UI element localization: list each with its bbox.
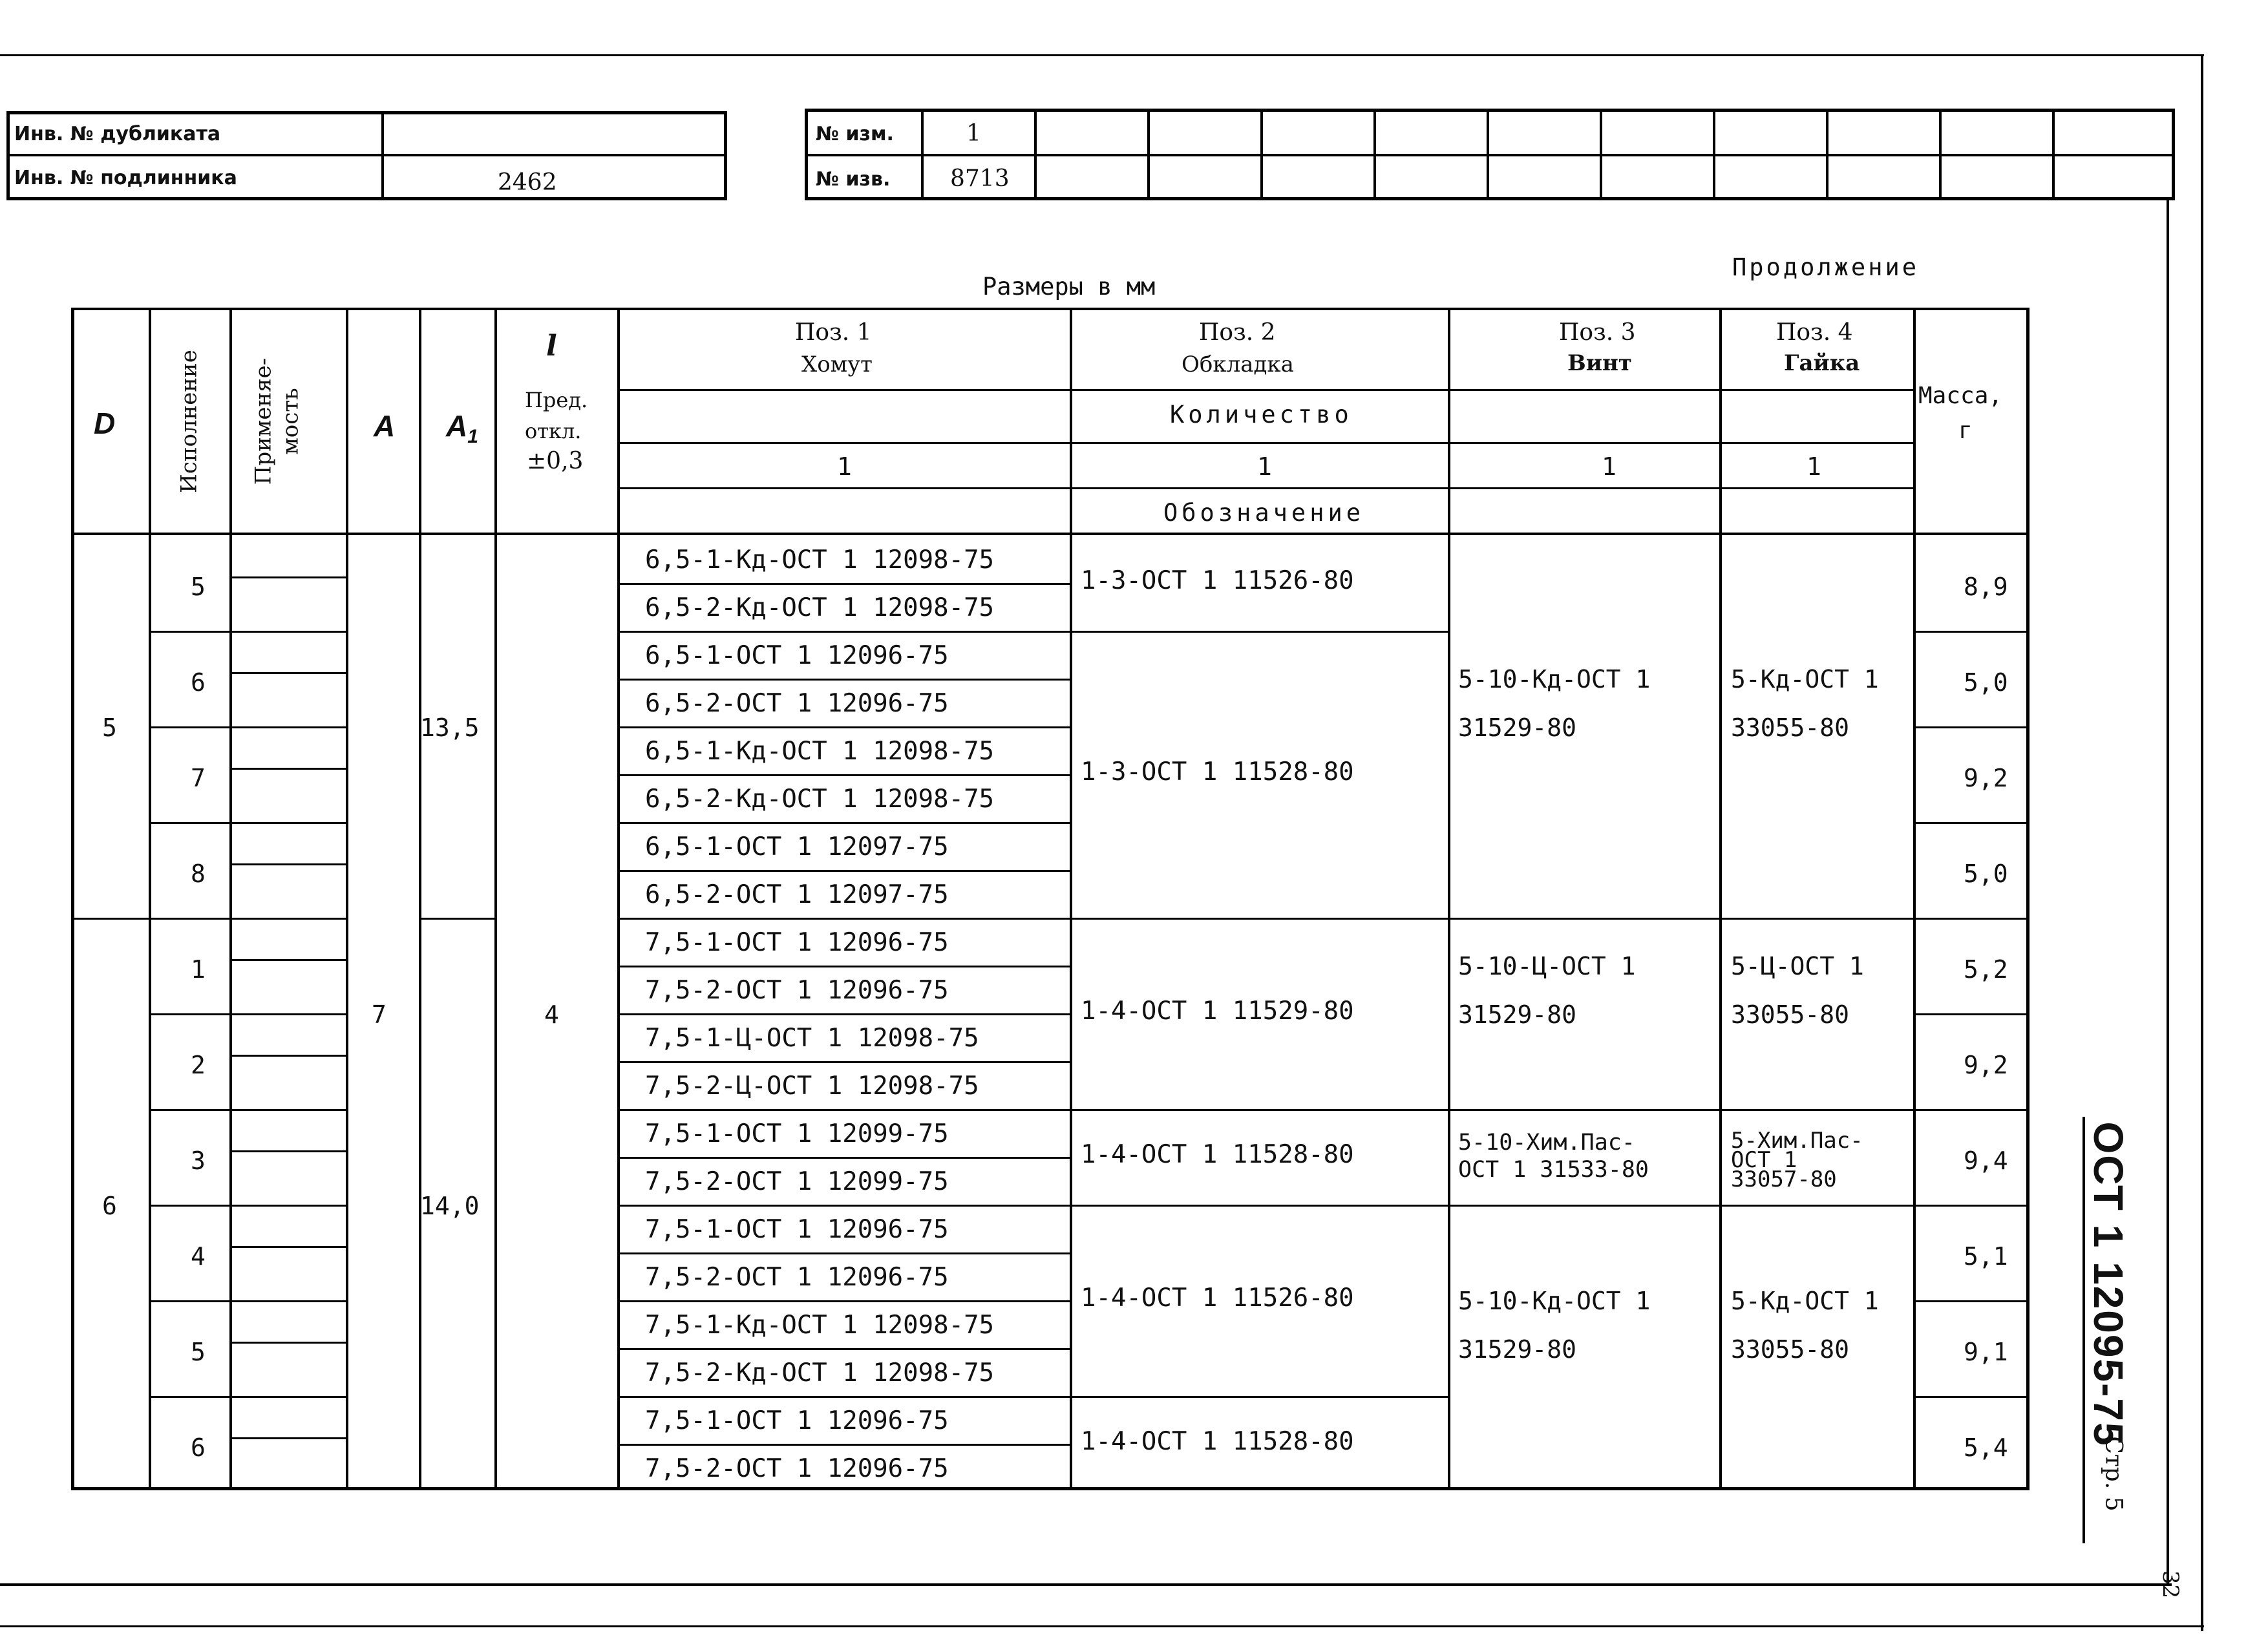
mass-row-line — [1913, 1205, 2030, 1207]
page-number: Стр. 5 — [2100, 1436, 2127, 1512]
nut-designation: ОСТ 1 — [1731, 1147, 1797, 1173]
clamp-designation: 6,5-1-ОСТ 1 12097-75 — [645, 832, 949, 861]
frame-top-line — [0, 54, 2204, 56]
clamp-row-line — [617, 1157, 1070, 1159]
stamp-changes-col-10 — [1939, 109, 1942, 200]
clamp-designation: 6,5-1-ОСТ 1 12096-75 — [645, 641, 949, 670]
mass-row-line — [1913, 1013, 2030, 1015]
col-line-pos4 — [1913, 308, 1916, 1490]
stamp-changes-col-4 — [1260, 109, 1263, 200]
col-line-pos3 — [1719, 308, 1722, 1490]
mass-value: 5,0 — [1964, 860, 2008, 888]
designation-label: Обозначение — [1163, 499, 1365, 527]
units-caption: Размеры в мм — [982, 273, 1156, 301]
clamp-designation: 7,5-1-ОСТ 1 12096-75 — [645, 1215, 949, 1244]
applicability-sub-line — [229, 768, 346, 770]
lining-row-line — [1070, 631, 1448, 633]
screw-designation: 5-10-Кд-ОСТ 1 — [1458, 1287, 1651, 1315]
lining-designation: 1-3-ОСТ 1 11526-80 — [1081, 566, 1354, 595]
A1-group-line-1 — [419, 918, 494, 920]
stamp-changes-col-6 — [1487, 109, 1489, 200]
stamp-changes-col-8 — [1713, 109, 1715, 200]
clamp-row-line — [617, 966, 1070, 967]
version-row-line — [149, 631, 346, 633]
version-number: 4 — [191, 1242, 206, 1271]
clamp-designation: 7,5-2-Кд-ОСТ 1 12098-75 — [645, 1358, 995, 1388]
nut-designation: 33055-80 — [1731, 1000, 1850, 1029]
standard-code: ОСТ 1 12095-75 — [2085, 1121, 2132, 1447]
screw-designation: ОСТ 1 31533-80 — [1458, 1157, 1649, 1183]
applicability-sub-line — [229, 959, 346, 961]
clamp-designation: 6,5-2-ОСТ 1 12097-75 — [645, 880, 949, 909]
col-A1-header — [446, 408, 478, 448]
A1-value: 13,5 — [420, 713, 480, 742]
original-value: 2462 — [498, 169, 557, 196]
standard-title-rule — [2083, 1117, 2085, 1543]
mass-row-line — [1913, 822, 2030, 824]
lining-row-line — [1070, 918, 1448, 920]
lining-row-line — [1070, 1109, 1448, 1111]
clamp-designation: 7,5-2-ОСТ 1 12096-75 — [645, 1454, 949, 1483]
lining-designation: 1-3-ОСТ 1 11528-80 — [1081, 757, 1354, 787]
duplicate-label: Инв. № дубликата — [14, 123, 221, 145]
clamp-row-line — [617, 870, 1070, 872]
pos2-header-line1: Поз. 2 — [1199, 319, 1276, 346]
clamp-row-line — [617, 1252, 1070, 1254]
col-line-A — [419, 308, 421, 1490]
nut-designation: 5-Ц-ОСТ 1 — [1731, 952, 1864, 980]
mass-value: 9,4 — [1964, 1146, 2008, 1175]
clamp-row-line — [617, 1109, 1070, 1111]
clamp-row-line — [617, 1205, 1070, 1207]
stamp-changes-col-3 — [1147, 109, 1150, 200]
stamp-inventory-col — [381, 111, 384, 200]
version-number: 3 — [191, 1146, 206, 1175]
clamp-row-line — [617, 583, 1070, 585]
applicability-sub-line — [229, 1437, 346, 1439]
stamp-changes-col-7 — [1600, 109, 1602, 200]
lining-designation: 1-4-ОСТ 1 11526-80 — [1081, 1284, 1354, 1313]
screw-designation: 5-10-Ц-ОСТ 1 — [1458, 952, 1636, 980]
clamp-designation: 6,5-2-ОСТ 1 12096-75 — [645, 689, 949, 718]
A1-value: 14,0 — [420, 1192, 480, 1220]
screw-designation: 31529-80 — [1458, 1000, 1577, 1029]
mass-row-line — [1913, 1300, 2030, 1302]
quantity-label: Количество — [1170, 401, 1353, 428]
screw-designation: 5-10-Кд-ОСТ 1 — [1458, 665, 1651, 693]
version-number: 8 — [191, 860, 206, 888]
col-l-tol-3: ±0,3 — [527, 448, 584, 474]
lining-row-line — [1070, 1396, 1448, 1398]
pos2-header-line2: Обкладка — [1182, 352, 1294, 377]
clamp-designation: 7,5-1-ОСТ 1 12099-75 — [645, 1119, 949, 1148]
version-row-line — [149, 1205, 346, 1207]
l-value: 4 — [544, 1000, 559, 1029]
clamp-row-line — [617, 1300, 1070, 1302]
mass-row-line — [1913, 631, 2030, 633]
clamp-row-line — [617, 1061, 1070, 1063]
version-row-line — [149, 1013, 346, 1015]
mass-row-line — [1913, 726, 2030, 728]
A-value: 7 — [372, 1000, 387, 1029]
clamp-row-line — [617, 822, 1070, 824]
clamp-designation: 7,5-2-ОСТ 1 12099-75 — [645, 1167, 949, 1196]
stamp-inventory-divider — [6, 154, 727, 156]
col-l-tol-2: откл. — [525, 419, 582, 443]
version-number: 5 — [191, 1338, 206, 1366]
applicability-sub-line — [229, 1055, 346, 1057]
version-number: 1 — [191, 955, 206, 984]
col-line-pos2 — [1448, 308, 1450, 1490]
screw-nut-row-line — [1448, 1205, 1913, 1207]
version-number: 6 — [191, 668, 206, 697]
lining-designation: 1-4-ОСТ 1 11528-80 — [1081, 1140, 1354, 1169]
mass-value: 5,2 — [1964, 955, 2008, 984]
qty-pos4: 1 — [1807, 452, 1821, 481]
standard-title-block — [2085, 1112, 2146, 1551]
version-number: 5 — [191, 573, 206, 601]
mass-row-line — [1913, 918, 2030, 920]
lining-designation: 1-4-ОСТ 1 11528-80 — [1081, 1427, 1354, 1456]
change-label: № изм. — [816, 123, 894, 145]
lining-row-line — [1070, 1205, 1448, 1207]
header-bottom-line — [71, 533, 2030, 535]
clamp-designation: 7,5-1-Ц-ОСТ 1 12098-75 — [645, 1024, 979, 1053]
change-value: 1 — [966, 120, 981, 147]
col-D-header: D — [94, 407, 116, 440]
clamp-designation: 7,5-1-ОСТ 1 12096-75 — [645, 1406, 949, 1435]
version-row-line — [149, 918, 346, 920]
clamp-designation: 7,5-2-ОСТ 1 12096-75 — [645, 976, 949, 1005]
clamp-designation: 7,5-2-ОСТ 1 12096-75 — [645, 1263, 949, 1292]
stamp-changes-col-9 — [1826, 109, 1828, 200]
nut-designation: 33057-80 — [1731, 1167, 1837, 1192]
mass-value: 9,1 — [1964, 1338, 2008, 1366]
frame-bottom-line — [0, 1583, 2172, 1586]
version-number: 6 — [191, 1433, 206, 1462]
col-l-tol-1: Пред. — [525, 388, 588, 412]
version-row-line — [149, 822, 346, 824]
mass-value: 5,0 — [1964, 668, 2008, 697]
screw-designation: 5-10-Хим.Пас- — [1458, 1130, 1635, 1156]
pos3-header-line1: Поз. 3 — [1559, 319, 1636, 346]
screw-designation: 31529-80 — [1458, 1335, 1577, 1364]
clamp-designation: 6,5-2-Кд-ОСТ 1 12098-75 — [645, 593, 995, 622]
mass-value: 8,9 — [1964, 573, 2008, 601]
clamp-designation: 7,5-1-ОСТ 1 12096-75 — [645, 928, 949, 957]
mass-value: 9,2 — [1964, 1051, 2008, 1079]
nut-designation: 5-Кд-ОСТ 1 — [1731, 1287, 1879, 1315]
col-line-pos1 — [1070, 308, 1072, 1490]
clamp-row-line — [617, 726, 1070, 728]
clamp-row-line — [617, 1348, 1070, 1350]
col-version-header: Исполнение — [176, 350, 202, 493]
clamp-designation: 6,5-2-Кд-ОСТ 1 12098-75 — [645, 785, 995, 814]
clamp-designation: 6,5-1-Кд-ОСТ 1 12098-75 — [645, 737, 995, 766]
pos4-header-line2: Гайка — [1784, 350, 1860, 376]
mass-value: 9,2 — [1964, 764, 2008, 792]
clamp-designation: 7,5-2-Ц-ОСТ 1 12098-75 — [645, 1072, 979, 1101]
clamp-row-line — [617, 1444, 1070, 1446]
clamp-designation: 6,5-1-Кд-ОСТ 1 12098-75 — [645, 545, 995, 575]
mass-row-line — [1913, 1109, 2030, 1111]
pos1-header-line2: Хомут — [801, 352, 873, 377]
mass-value: 5,4 — [1964, 1433, 2008, 1462]
applicability-sub-line — [229, 672, 346, 674]
stamp-changes-col-1 — [921, 109, 924, 200]
version-row-line — [149, 1300, 346, 1302]
clamp-designation: 7,5-1-Кд-ОСТ 1 12098-75 — [645, 1311, 995, 1340]
sheet-number: 32 — [2157, 1570, 2183, 1599]
frame-inner-right-line — [2167, 197, 2169, 1585]
nut-designation: 33055-80 — [1731, 1335, 1850, 1364]
original-label: Инв. № подлинника — [14, 167, 237, 189]
col-applicability-header: Применяе- мость — [250, 357, 304, 485]
frame-right-line — [2201, 54, 2203, 1631]
qty-pos2: 1 — [1257, 452, 1272, 481]
nut-designation: 33055-80 — [1731, 713, 1850, 742]
clamp-row-line — [617, 631, 1070, 633]
applicability-sub-line — [229, 1342, 346, 1344]
pos1-header-line1: Поз. 1 — [795, 319, 872, 346]
mass-value: 5,1 — [1964, 1242, 2008, 1271]
stamp-changes-col-11 — [2052, 109, 2055, 200]
D-value: 5 — [102, 713, 117, 742]
screw-nut-row-line — [1448, 918, 1913, 920]
screw-designation: 31529-80 — [1458, 713, 1577, 742]
version-row-line — [149, 726, 346, 728]
stamp-changes-divider — [805, 154, 2175, 156]
col-A1-sub: 1 — [467, 426, 478, 448]
version-number: 7 — [191, 764, 206, 792]
col-line-l — [617, 308, 620, 1490]
clamp-row-line — [617, 1013, 1070, 1015]
version-row-line — [149, 1396, 346, 1398]
continuation-label: Продолжение — [1732, 253, 1920, 281]
qty-pos1: 1 — [837, 452, 852, 481]
version-row-line — [149, 1109, 346, 1111]
applicability-sub-line — [229, 1246, 346, 1248]
clamp-row-line — [617, 1396, 1070, 1398]
applicability-sub-line — [229, 863, 346, 865]
nut-designation: 5-Хим.Пас- — [1731, 1128, 1863, 1154]
qty-pos3: 1 — [1602, 452, 1616, 481]
D-group-line — [71, 918, 149, 920]
stamp-changes-col-2 — [1034, 109, 1037, 200]
notice-value: 8713 — [950, 165, 1010, 192]
mass-row-line — [1913, 1396, 2030, 1398]
clamp-row-line — [617, 679, 1070, 681]
col-A-header: A — [374, 409, 396, 443]
pos4-header-line1: Поз. 4 — [1776, 319, 1853, 346]
version-number: 2 — [191, 1051, 206, 1079]
mass-header-1: Масса, — [1918, 383, 2003, 409]
lining-designation: 1-4-ОСТ 1 11529-80 — [1081, 997, 1354, 1026]
mass-header-2: г — [1958, 417, 1973, 444]
clamp-row-line — [617, 918, 1070, 920]
nut-designation: 5-Кд-ОСТ 1 — [1731, 665, 1879, 693]
frame-bottom-line-outer — [0, 1625, 2204, 1627]
applicability-sub-line — [229, 1150, 346, 1152]
screw-nut-row-line — [1448, 1109, 1913, 1111]
clamp-row-line — [617, 774, 1070, 776]
stamp-changes-col-5 — [1373, 109, 1376, 200]
col-l-header: l — [546, 330, 557, 363]
applicability-sub-line — [229, 576, 346, 578]
col-line-applic — [346, 308, 348, 1490]
notice-label: № изв. — [816, 168, 891, 191]
pos3-header-line2: Винт — [1567, 350, 1632, 376]
col-A1-letter: A — [446, 409, 468, 443]
D-value: 6 — [102, 1192, 117, 1220]
col-line-A1 — [494, 308, 497, 1490]
